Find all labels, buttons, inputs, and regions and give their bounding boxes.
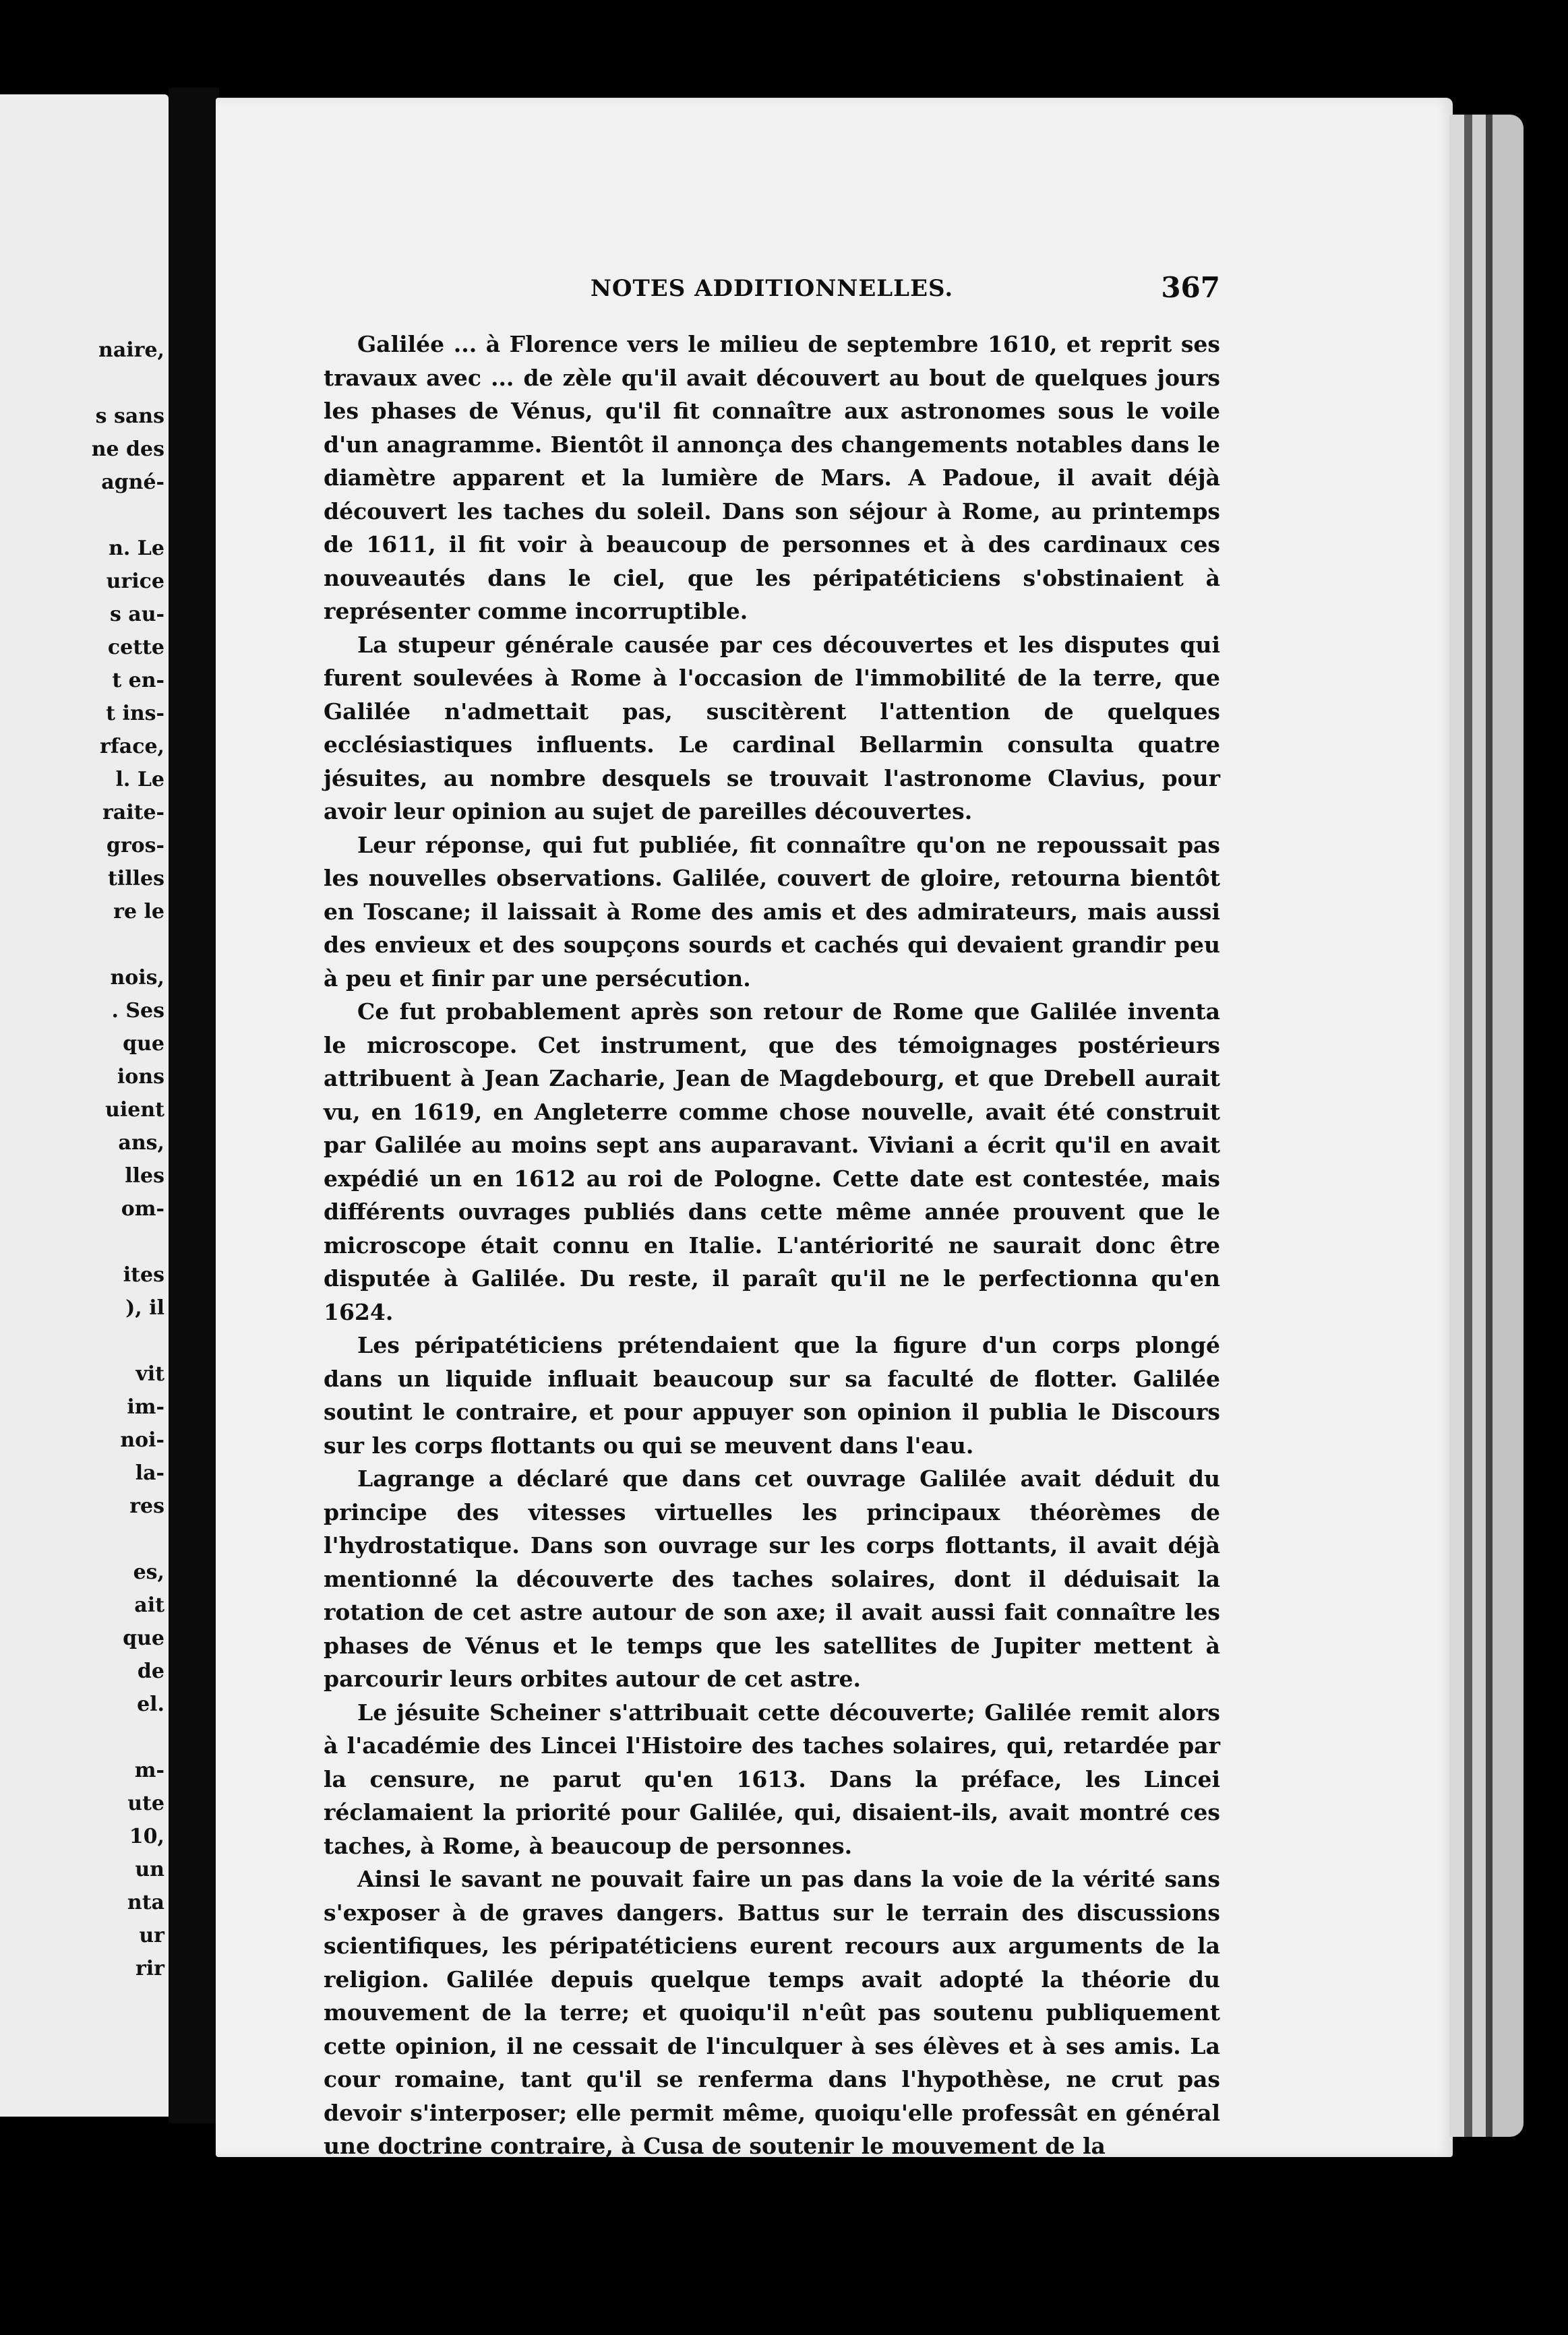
page-edge	[1464, 115, 1472, 2137]
paragraph: Leur réponse, qui fut publiée, fit connaître qu'on ne repoussait pas les nouvelles observations. Galilée, couvert de gloire, retourna bientôt en Toscane; il laissait à Rome des amis et des admirateurs, mais aussi des envieux et des soupçons sourds et cachés qui devaient grandir peu à peu et finir par une persécution.	[324, 831, 1220, 992]
left-page-text: ait	[134, 1594, 164, 1617]
left-page-text: s au-	[109, 603, 164, 626]
left-page-text: rface,	[100, 735, 164, 758]
left-page-text: ), il	[125, 1296, 164, 1320]
page-edge	[1486, 115, 1492, 2137]
paragraph: Lagrange a déclaré que dans cet ouvrage Galilée avait déduit du principe des vitesses virtuelles les principaux théorèmes de l'hydrostatique. Dans son ouvrage sur les corps flottants, il avait déjà mentionné la découverte des taches solaires, dont il déduisait la rotation de cet astre autour de son axe; il avait aussi fait connaître les phases de Vénus et le temps que les satellites de Jupiter mettent à parcourir leurs orbites autour de cet astre.	[324, 1465, 1220, 1692]
left-page-text: ites	[123, 1263, 164, 1287]
left-page-text: la-	[135, 1461, 164, 1485]
body-text	[324, 328, 1220, 2163]
paragraph: Ce fut probablement après son retour de Rome que Galilée inventa le microscope. Cet instrument, que des témoignages postérieurs attribuent à Jean Zacharie, Jean de Magdebourg, et que Drebell aurait vu, en 1619, en Angleterre comme chose nouvelle, avait été construit par Galilée au moins sept ans auparavant. Viviani a écrit qu'il en avait expédié un en 1612 au roi de Pologne. Cette date est contestée, mais différents ouvrages publiés dans cette même année prouvent que le microscope était connu en Italie. L'antériorité ne saurait donc être disputée à Galilée. Du reste, il paraît qu'il ne le perfectionna qu'en 1624.	[324, 998, 1220, 1325]
running-header	[324, 271, 1220, 315]
left-page-text: ute	[127, 1792, 164, 1815]
left-page-text: nta	[127, 1891, 164, 1914]
page-edge	[1472, 115, 1486, 2137]
left-page-text: lles	[125, 1164, 164, 1188]
left-page-text: que	[123, 1627, 164, 1650]
left-page-text: agné-	[101, 471, 164, 494]
left-page-fragment	[0, 94, 169, 2117]
page-number: 367	[1161, 271, 1220, 304]
left-page-text: es,	[133, 1560, 164, 1584]
left-page-text: ur	[139, 1924, 164, 1947]
paragraph: La stupeur générale causée par ces découvertes et les disputes qui furent soulevées à Rome à l'occasion de l'immobilité de la terre, que Galilée n'admettait pas, suscitèrent l'attention de quelques ecclésiastiques influents. Le cardinal Bellarmin consulta quatre jésuites, au nombre desquels se trouvait l'astronome Clavius, pour avoir leur opinion au sujet de pareilles découvertes.	[324, 631, 1220, 824]
left-page-text: im-	[127, 1395, 164, 1419]
left-page-text: urice	[106, 570, 164, 593]
paragraph: Les péripatéticiens prétendaient que la figure d'un corps plongé dans un liquide influait beaucoup sur sa faculté de flotter. Galilée soutint le contraire, et pour appuyer son opinion il publia le Discours sur les corps flottants ou qui se meuvent dans l'eau.	[324, 1332, 1220, 1459]
paragraph: Le jésuite Scheiner s'attribuait cette découverte; Galilée remit alors à l'académie des Lincei l'Histoire des taches solaires, qui, retardée par la censure, ne parut qu'en 1613. Dans la préface, les Lincei réclamaient la priorité pour Galilée, qui, disaient-ils, avait montré ces taches, à Rome, à beaucoup de personnes.	[324, 1699, 1220, 1859]
left-page-text: m-	[134, 1759, 164, 1782]
left-page-text: re le	[113, 900, 164, 923]
left-page-text: tilles	[107, 867, 164, 890]
left-page-text: rir	[135, 1957, 164, 1980]
book-spine	[169, 88, 219, 2123]
left-page-text: cette	[107, 636, 164, 659]
left-page-text: om-	[121, 1197, 164, 1221]
left-page-text: ne des	[91, 437, 164, 461]
left-page-text: que	[123, 1032, 164, 1056]
left-page-text: vit	[135, 1362, 164, 1386]
left-page-text: raite-	[102, 801, 164, 824]
left-page-text: gros-	[106, 834, 164, 857]
left-page-text: res	[129, 1494, 164, 1518]
left-page-text: noi-	[120, 1428, 164, 1452]
running-title: NOTES ADDITIONNELLES.	[590, 275, 954, 302]
left-page-text: ions	[117, 1065, 164, 1089]
left-page-text: l. Le	[115, 768, 164, 791]
page-edge	[1492, 115, 1524, 2137]
left-page-text: el.	[137, 1693, 164, 1716]
left-page-text: un	[135, 1858, 164, 1881]
left-page-text: uient	[105, 1098, 164, 1122]
left-page-text: 10,	[129, 1825, 164, 1848]
left-page-text: t en-	[112, 669, 164, 692]
left-page-text: t ins-	[106, 702, 164, 725]
left-page-text: s sans	[95, 404, 164, 428]
left-page-text: . Ses	[111, 999, 164, 1023]
left-page-text: nois,	[110, 966, 164, 990]
paragraph: Galilée ... à Florence vers le milieu de septembre 1610, et reprit ses travaux avec ... de zèle qu'il avait découvert au bout de quelques jours les phases de Vénus, qu'il fit connaître aux astronomes sous le voile d'un anagramme. Bientôt il annonça des changements notables dans le diamètre apparent et la lumière de Mars. A Padoue, il avait déjà découvert les taches du soleil. Dans son séjour à Rome, au printemps de 1611, il fit voir à beaucoup de personnes et à des cardinaux ces nouveautés dans le ciel, que les péripatéticiens s'obstinaient à représenter comme incorruptible.	[324, 331, 1220, 624]
left-page-text: ans,	[118, 1131, 164, 1155]
left-page-text: de	[137, 1660, 164, 1683]
page-edge	[1449, 115, 1464, 2137]
paragraph: Ainsi le savant ne pouvait faire un pas dans la voie de la vérité sans s'exposer à de graves dangers. Battus sur le terrain des discussions scientifiques, les péripatéticiens eurent recours aux arguments de la religion. Galilée depuis quelque temps avait adopté la théorie du mouvement de la terre; et quoiqu'il n'eût pas soutenu publiquement cette opinion, il ne cessait de l'inculquer à ses élèves et à ses amis. La cour romaine, tant qu'il se renferma dans l'hypothèse, ne crut pas devoir s'interposer; elle permit même, quoiqu'elle professât en général une doctrine contraire, à Cusa de soutenir le mouvement de la	[324, 1866, 1220, 2159]
left-page-text: n. Le	[109, 537, 164, 560]
left-page-text: naire,	[98, 338, 164, 362]
